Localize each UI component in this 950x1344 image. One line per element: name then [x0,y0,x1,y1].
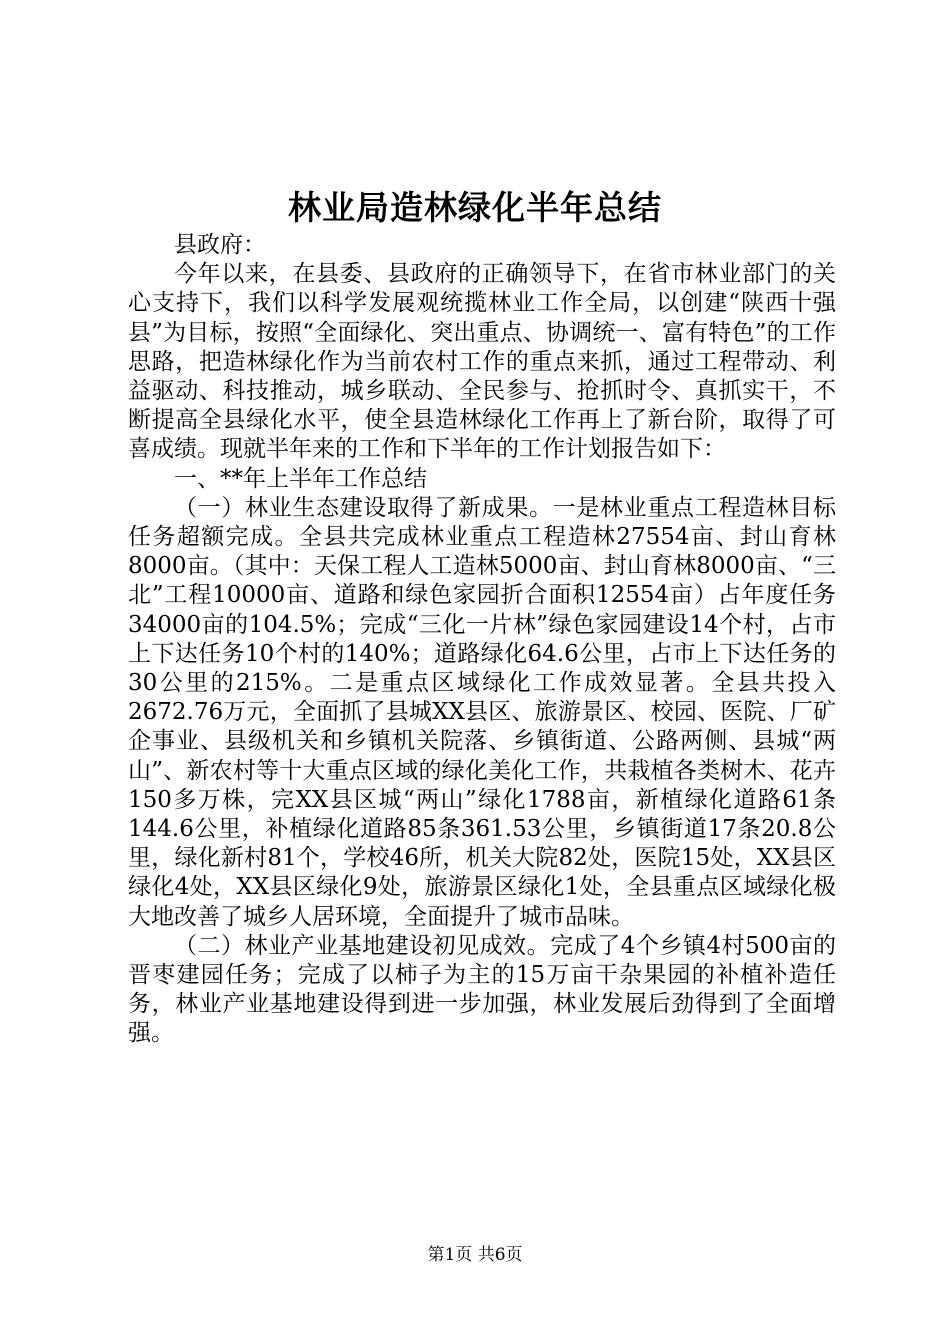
section-heading-1: 一、**年上半年工作总结 [174,465,427,492]
document-body [128,231,836,1049]
document-title: 林业局造林绿化半年总结 [288,188,662,227]
paragraph-intro: 今年以来，在县委、县政府的正确领导下，在省市林业部门的关心支持下，我们以科学发展观统揽林业工作全局，以创建“陕西十强县”为目标，按照“全面绿化、突出重点、协调统一、富有特色”的工作思路，把造林绿化作为当前农村工作的重点来抓，通过工程带动、利益驱动、科技推动，城乡联动、全民参与、抢抓时令、真抓实干，不断提高全县绿化水平，使全县造林绿化工作再上了新台阶，取得了可喜成绩。现就半年来的工作和下半年的工作计划报告如下： [128,261,836,463]
paragraph-ecology: （一）林业生态建设取得了新成果。一是林业重点工程造林目标任务超额完成。全县共完成林业重点工程造林27554亩、封山育林8000亩。（其中：天保工程人工造林5000亩、封山育林8000亩、“三北”工程10000亩、道路和绿色家园折合面积12554亩）占年度任务34000亩的104.5%；完成“三化一片林”绿色家园建设14个村，占市上下达任务10个村的140%；道路绿化64.6公里，占市上下达任务的30公里的215%。二是重点区域绿化工作成效显著。全县共投入2672.76万元，全面抓了县城XX县区、旅游景区、校园、医院、厂矿企事业、县级机关和乡镇机关院落、乡镇街道、公路两侧、县城“两山”、新农村等十大重点区域的绿化美化工作，共栽植各类树木、花卉150多万株，完XX县区城“两山”绿化1788亩，新植绿化道路61条144.6公里，补植绿化道路85条361.53公里，乡镇街道17条20.8公里，绿化新村81个，学校46所，机关大院82处，医院15处，XX县区绿化4处，XX县区绿化9处，旅游景区绿化1处，全县重点区域绿化极大地改善了城乡人居环境，全面提升了城市品味。 [128,494,836,930]
page-footer: 第1页 共6页 [427,1245,523,1265]
paragraph-industry: （二）林业产业基地建设初见成效。完成了4个乡镇4村500亩的晋枣建园任务；完成了以柿子为主的15万亩干杂果园的补植补造任务，林业产业基地建设得到进一步加强，林业发展后劲得到了全面增强。 [128,932,836,1047]
salutation: 县政府： [174,232,266,258]
